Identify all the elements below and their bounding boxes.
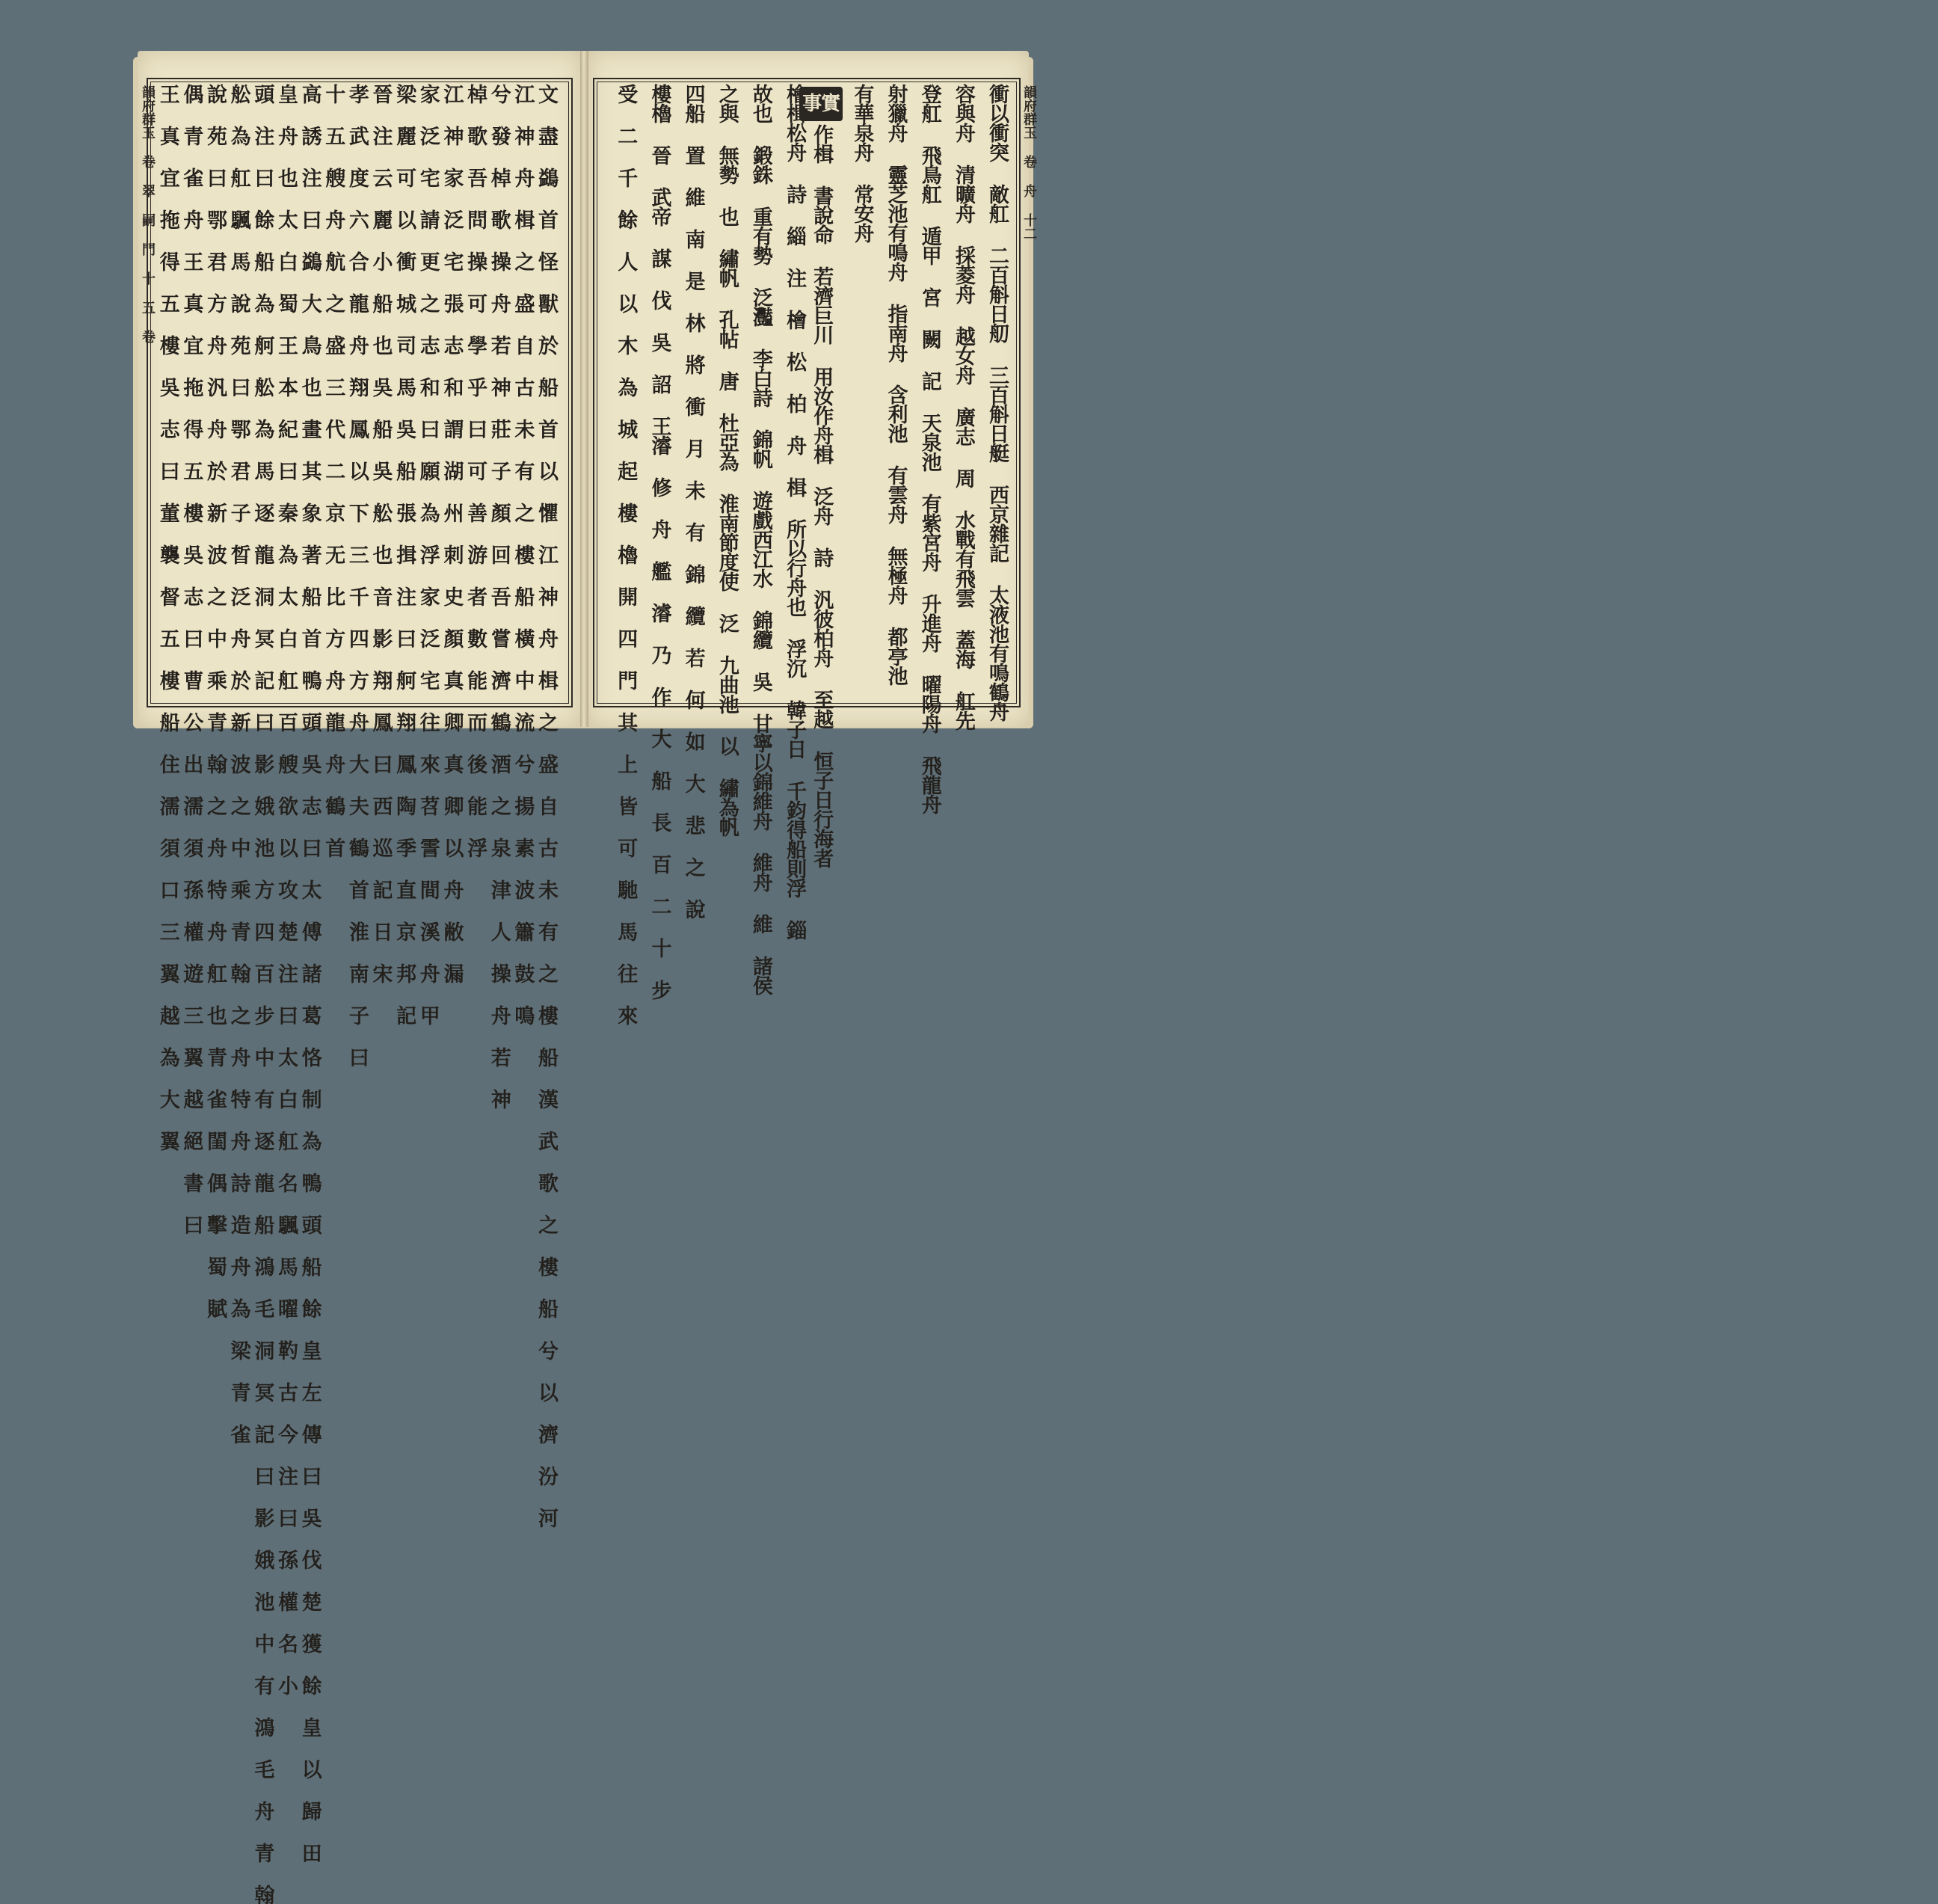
left-page-text-column (440, 84, 467, 983)
right-page-text-column (802, 84, 843, 867)
column-text: 受 二 千 餘 人 以 木 為 城 起 樓 櫓 開 四 門 其 上 皆 可 馳 馬 往 來 (614, 84, 638, 1025)
column-text: 江 神 家 泛 宅 張 志 和 謂 湖 州 刺 史 顏 真 卿 真 卿 以 舟 敝 漏 (440, 84, 464, 983)
left-page-text-column (203, 84, 230, 1318)
column-text: 射獵舟 靈芝池有鳴舟 指南舟 含利池 有雲舟 無極舟 都亭池 (884, 84, 908, 685)
column-text: 檜楫松舟 詩 緇 注 檜 松 柏 舟 楫 所以行舟也 浮沉 韓子日 千鈞得船則浮 錙 (783, 84, 807, 939)
left-text-frame (147, 78, 573, 1904)
right-page-text-column (640, 84, 674, 999)
right-columns (606, 84, 1012, 1025)
right-page (588, 51, 1037, 1025)
right-page-text-column (742, 84, 775, 995)
left-page-text-column (393, 84, 419, 1025)
open-book (138, 51, 1037, 1904)
right-text-frame (593, 78, 1021, 1025)
column-text: 容與舟 清曠舟 採菱舟 越女舟 廣志 周 水戰有飛雲 蓋海 舡先 (951, 84, 975, 730)
left-page-text-column (156, 84, 182, 1150)
column-text: 說 苑 曰 鄂 君 方 舟 汎 舟 於 新 波 之 中 乘 青 翰 之 舟 特 舟 舡 也 青 雀 閨 偶 擊 蜀 賦 (203, 84, 227, 1318)
left-page-text-column (511, 84, 538, 1025)
right-margin-title: 韻府群玉 卷 舟 十二 (1021, 85, 1037, 240)
column-text: 四船 置 維 南 是 林 將 衝 月 未 有 錦 纜 若 何 如 大 悲 之 說 (681, 84, 705, 918)
column-text: 舩 為 舡 颿 馬 說 苑 曰 鄂 君 子 晳 泛 舟 於 新 波 之 中 乘 青 翰 之 舟 特 舟 詩 造 舟 為 梁 青 雀 (227, 84, 250, 1443)
left-page-text-column (227, 84, 253, 1443)
right-page-text-column (708, 84, 742, 836)
column-text: 之與 無勢 也 繡帆 孔帖 唐 杜亞為 淮南節度使 泛 九曲池 以 繡為帆 (715, 84, 739, 836)
left-page-text-column (487, 84, 514, 1108)
column-text: 作楫 書說命 若濟巨川 用汝作舟楫 泛舟 詩 汎彼柏舟 至越 恒子日行海者 (810, 124, 834, 867)
left-page-text-column (322, 84, 348, 857)
column-text: 故也 鍛銖 重有勢 泛灩 李白詩 錦帆 遊戲西江水 錦纜 吳 甘寧以錦維舟 維舟 維 諸侯 (748, 84, 772, 995)
left-page-text-column (464, 84, 490, 857)
column-text: 兮 發 棹 歌 操 舟 若 神 莊 子 顏 回 吾 嘗 濟 鶴 酒 之 泉 津 人 操 舟 若 神 (487, 84, 511, 1108)
right-page-text-column (911, 84, 944, 814)
column-text: 頭 注 曰 餘 船 為 舸 舩 為 馬 逐 龍 洞 冥 記 曰 影 娥 池 方 四 百 步 中 有 逐 龍 船 鴻 毛 洞 冥 記 曰 影 娥 池 中 有 鴻 毛 舟 青 翰 (250, 84, 274, 1904)
left-page-text-column (274, 84, 301, 1695)
column-text: 晉 注 云 麗 小 船 也 吳 船 吳 舩 也 音 影 翔 鳳 曰 西 巡 記 日 宋 (369, 84, 393, 983)
column-text: 皇 舟 也 太 白 蜀 王 本 紀 曰 秦 為 太 白 舡 百 艘 欲 以 攻 楚 注 曰 太 白 舡 名 颿 馬 曜 靮 古 今 注 曰 孫 權 名 小 (274, 84, 298, 1695)
column-text: 樓櫓 晉 武帝 謀 伐 吳 詔 王濬 修 舟 艦 濬 乃 作 大 船 長 百 二 十 步 (647, 84, 671, 999)
left-page-text-column (345, 84, 372, 1066)
column-text: 梁 麗 可 以 衝 城 司 馬 吳 船 張 揖 注 曰 舸 翔 鳳 陶 季 直 京 邦 記 (393, 84, 416, 1025)
right-page-text-column (674, 84, 707, 918)
left-page-text-column (298, 84, 324, 1862)
right-page-text-column (606, 84, 640, 1025)
column-text: 家 泛 宅 請 更 之 志 和 曰 願 為 浮 家 泛 宅 往 來 苕 霅 間 溪 舟 甲 (416, 84, 440, 1025)
column-text: 文 盡 鷁 首 怪 獸 於 船 首 以 懼 江 神 舟 楫 之 盛 自 古 未 有 之 樓 船 漢 武 歌 之 樓 船 兮 以 濟 汾 河 (535, 84, 558, 1527)
left-page-text-column (416, 84, 443, 1025)
left-page (138, 51, 580, 1904)
left-margin-title: 韻府群玉 卷 翠 嗣 門 十 五 卷 (140, 85, 156, 343)
column-text: 棹 歌 吾 問 操 可 學 乎 曰 可 善 游 者 數 能 而 後 能 浮 (464, 84, 487, 857)
left-page-text-column (535, 84, 561, 1527)
column-text: 十 五 艘 舟 航 之 盛 三 代 二 京 无 比 方 舟 龍 舟 鶴 首 (322, 84, 345, 857)
column-text: 高 誘 注 曰 鷁 大 鳥 也 畫 其 象 著 船 首 鴨 頭 吳 志 曰 太 傅 諸 葛 恪 制 為 鴨 頭 船 餘 皇 左 傳 曰 吳 伐 楚 獲 餘 皇 以 歸 田 (298, 84, 322, 1862)
column-text: 偶 青 雀 舟 王 真 宜 拖 得 五 樓 吳 志 曰 曹 公 出 濡 須 孫 權 遊 三 翼 越 絕 書 曰 (179, 84, 203, 1234)
left-page-text-column (179, 84, 206, 1234)
column-text: 王 真 宜 拖 得 五 樓 吳 志 曰 董 襲 督 五 樓 船 住 濡 須 口 三 翼 越 為 大 翼 (156, 84, 179, 1150)
right-page-text-column (843, 84, 876, 701)
right-page-text-column (944, 84, 978, 730)
right-page-text-column (775, 84, 809, 939)
left-page-text-column (369, 84, 396, 983)
column-text: 登舡 飛鳥舡 遁甲 宮 闕 記 天泉池 有紫宮舟 升進舟 曜陽舟 飛龍舟 (917, 84, 941, 814)
column-text: 有華泉舟 常安舟 (850, 84, 874, 242)
book-gutter (580, 51, 588, 727)
column-text: 衝以衝突 敵舡 二百斛日舠 三百斛日艇 西京雜記 太液池有鳴鶴舟 (985, 84, 1009, 721)
left-columns (156, 84, 561, 1904)
column-text: 孝 武 度 六 合 龍 舟 翔 鳳 以 下 三 千 四 方 舟 大 夫 鶴 首 淮 南 子 曰 (345, 84, 369, 1066)
right-page-text-column (876, 84, 910, 701)
section-marker: 事實 (799, 87, 843, 121)
right-page-text-column (978, 84, 1012, 721)
column-text: 江 神 舟 楫 之 盛 自 古 未 有 之 樓 船 橫 中 流 兮 揚 素 波 簫 鼓 鳴 (511, 84, 535, 1025)
left-page-text-column (250, 84, 277, 1904)
